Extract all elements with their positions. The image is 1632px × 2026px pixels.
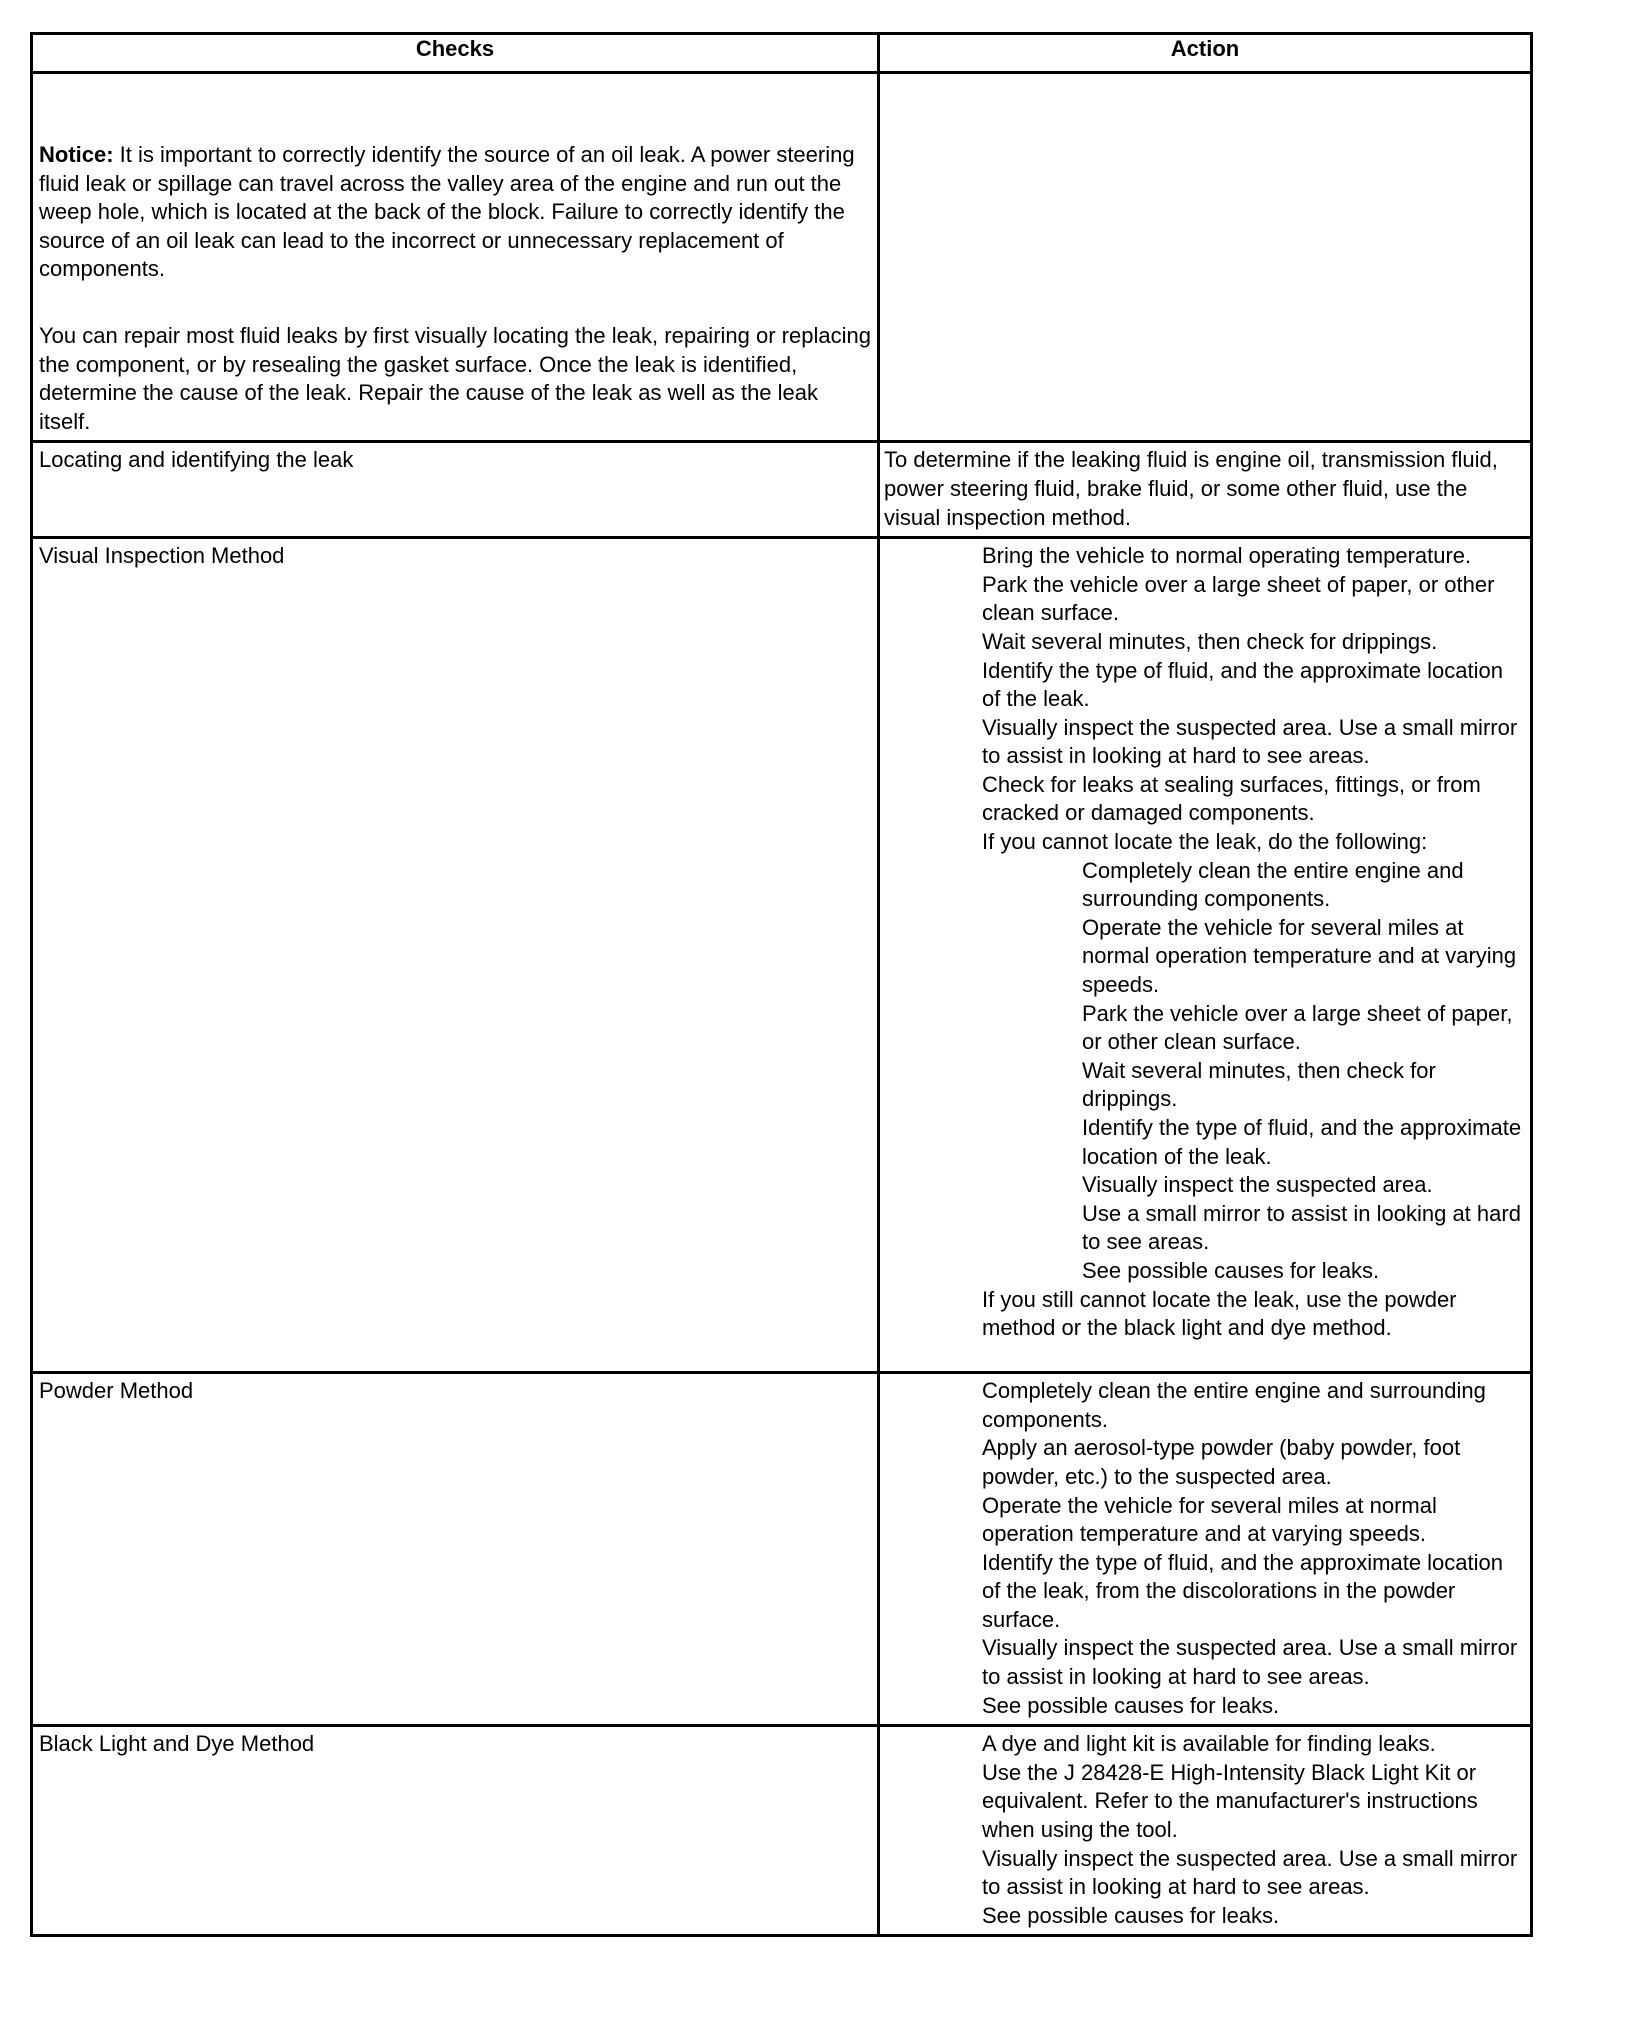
- powder-check: Powder Method: [39, 1378, 194, 1404]
- locating-row: [32, 442, 1532, 538]
- black-light-check-cell: [32, 1726, 879, 1936]
- notice-cell: [32, 73, 879, 442]
- visual-substep: Use a small mirror to assist in looking at hard to see areas.: [1082, 1200, 1521, 1255]
- powder-step: Visually inspect the suspected area. Use a small mirror to assist in looking at hard to see areas.: [982, 1635, 1518, 1690]
- black-light-step: Visually inspect the suspected area. Use a small mirror to assist in looking at hard to see areas.: [982, 1845, 1518, 1900]
- visual-step: Check for leaks at sealing surfaces, fittings, or from cracked or damaged components.: [982, 771, 1481, 826]
- black-light-action-cell: [879, 1726, 1532, 1936]
- visual-check-cell: [32, 538, 879, 1373]
- visual-substep: Operate the vehicle for several miles at normal operation temperature and at varying speeds.: [1082, 914, 1517, 998]
- repair-paragraph: You can repair most fluid leaks by first visually locating the leak, repairing or replacing the component, or by resealing the gasket surface. Once the leak is identified, determine the cause of the leak. Repair the cause of the leak as well as the leak itself.: [39, 322, 871, 434]
- notice-text: It is important to correctly identify the source of an oil leak. A power steering fluid leak or spillage can travel across the valley area of the engine and run out the weep hole, which is located at the back of the block. Failure to correctly identify the source of an oil leak can lead to the incorrect or unnecessary replacement of components.: [39, 142, 855, 282]
- visual-row: [32, 538, 1532, 1373]
- black-light-check: Black Light and Dye Method: [39, 1731, 315, 1757]
- visual-step: Wait several minutes, then check for drippings.: [982, 628, 1438, 654]
- locating-check-cell: [32, 442, 879, 538]
- visual-check: Visual Inspection Method: [39, 543, 285, 569]
- visual-final-step: If you still cannot locate the leak, use the powder method or the black light and dye method.: [982, 1286, 1457, 1341]
- locating-action: To determine if the leaking fluid is engine oil, transmission fluid, power steering fluid, brake fluid, or some other fluid, use the visual inspection method.: [884, 447, 1498, 530]
- visual-step: Park the vehicle over a large sheet of paper, or other clean surface.: [982, 571, 1495, 626]
- notice-label: Notice:: [39, 142, 114, 167]
- visual-substep: Wait several minutes, then check for drippings.: [1082, 1057, 1436, 1112]
- visual-substep: See possible causes for leaks.: [1082, 1257, 1380, 1283]
- visual-action-cell: [879, 538, 1532, 1373]
- powder-action-cell: [879, 1373, 1532, 1726]
- powder-step: Identify the type of fluid, and the approximate location of the leak, from the discolorations in the powder surface.: [982, 1549, 1503, 1632]
- notice-row: [32, 73, 1532, 442]
- powder-step: See possible causes for leaks.: [982, 1692, 1280, 1718]
- header-row: [32, 34, 1532, 73]
- visual-substep: Identify the type of fluid, and the approximate location of the leak.: [1082, 1115, 1522, 1169]
- action-header: Action: [879, 34, 1532, 73]
- checks-header: Checks: [32, 34, 879, 73]
- notice-action-cell: [879, 73, 1532, 442]
- locating-action-cell: [879, 442, 1532, 538]
- notice-paragraph: [39, 141, 871, 284]
- powder-row: [32, 1373, 1532, 1726]
- visual-step: Visually inspect the suspected area. Use a small mirror to assist in looking at hard to see areas.: [982, 714, 1518, 769]
- powder-check-cell: [32, 1373, 879, 1726]
- visual-step: If you cannot locate the leak, do the following:: [982, 829, 1428, 855]
- visual-substep: Visually inspect the suspected area.: [1082, 1172, 1433, 1198]
- black-light-row: [32, 1726, 1532, 1936]
- visual-step: Bring the vehicle to normal operating temperature.: [982, 543, 1472, 569]
- visual-step: Identify the type of fluid, and the approximate location of the leak.: [982, 657, 1503, 712]
- black-light-step: See possible causes for leaks.: [982, 1902, 1280, 1928]
- black-light-step: Use the J 28428-E High-Intensity Black Light Kit or equivalent. Refer to the manufacturer's instructions when using the tool.: [982, 1759, 1478, 1843]
- visual-substep: Completely clean the entire engine and surrounding components.: [1082, 857, 1464, 912]
- powder-step: Apply an aerosol-type powder (baby powder, foot powder, etc.) to the suspected area.: [982, 1435, 1461, 1489]
- powder-step: Completely clean the entire engine and surrounding components.: [982, 1378, 1486, 1432]
- visual-substep: Park the vehicle over a large sheet of paper, or other clean surface.: [1082, 1000, 1513, 1055]
- locating-check: Locating and identifying the leak: [39, 447, 354, 473]
- black-light-step: A dye and light kit is available for finding leaks.: [982, 1731, 1436, 1757]
- powder-step: Operate the vehicle for several miles at normal operation temperature and at varying speeds.: [982, 1492, 1437, 1547]
- visual-substeps: [982, 857, 1524, 1286]
- diagnostic-table: [30, 32, 1533, 1937]
